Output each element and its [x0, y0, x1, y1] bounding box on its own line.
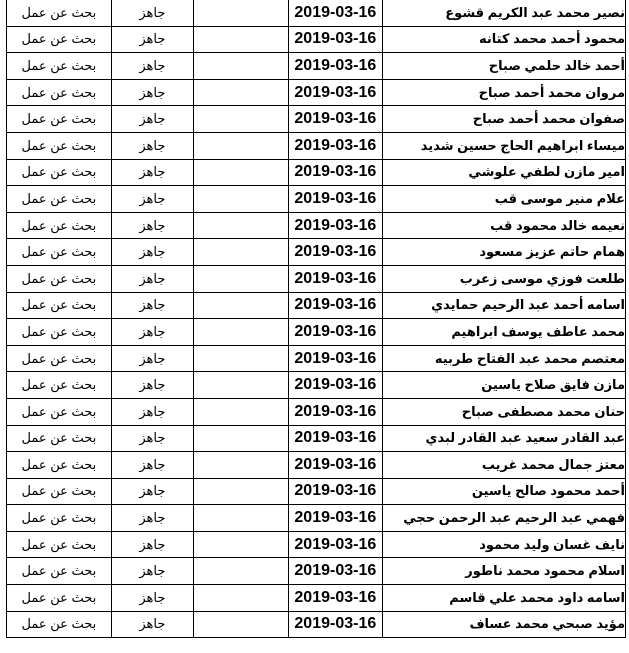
table-row — [7, 319, 626, 346]
status-cell: جاهز — [111, 319, 193, 346]
empty-cell — [194, 132, 289, 159]
empty-cell — [194, 319, 289, 346]
status-cell: جاهز — [111, 265, 193, 292]
note-cell: بحث عن عمل — [7, 132, 112, 159]
note-cell: بحث عن عمل — [7, 611, 112, 638]
note-cell: بحث عن عمل — [7, 452, 112, 479]
table-row — [7, 186, 626, 213]
table-row — [7, 558, 626, 585]
empty-cell — [194, 212, 289, 239]
status-cell: جاهز — [111, 372, 193, 399]
empty-cell — [194, 398, 289, 425]
empty-cell — [194, 531, 289, 558]
status-cell: جاهز — [111, 478, 193, 505]
status-cell: جاهز — [111, 0, 193, 26]
empty-cell — [194, 79, 289, 106]
empty-cell — [194, 345, 289, 372]
name-cell: مروان محمد أحمد صباح — [383, 79, 626, 106]
status-cell: جاهز — [111, 558, 193, 585]
empty-cell — [194, 186, 289, 213]
name-cell: صفوان محمد أحمد صباح — [383, 106, 626, 133]
name-cell: نصير محمد عبد الكريم قشوع — [383, 0, 626, 26]
name-cell: مؤيد صبحي محمد عساف — [383, 611, 626, 638]
table-row — [7, 132, 626, 159]
date-cell: 2019-03-16 — [288, 79, 383, 106]
note-cell: بحث عن عمل — [7, 505, 112, 532]
table-row — [7, 212, 626, 239]
empty-cell — [194, 159, 289, 186]
status-cell: جاهز — [111, 53, 193, 80]
note-cell: بحث عن عمل — [7, 159, 112, 186]
note-cell: بحث عن عمل — [7, 398, 112, 425]
note-cell: بحث عن عمل — [7, 558, 112, 585]
empty-cell — [194, 558, 289, 585]
status-cell: جاهز — [111, 452, 193, 479]
date-cell: 2019-03-16 — [288, 345, 383, 372]
table-row — [7, 478, 626, 505]
status-cell: جاهز — [111, 186, 193, 213]
table-row — [7, 345, 626, 372]
date-cell: 2019-03-16 — [288, 106, 383, 133]
status-cell: جاهز — [111, 292, 193, 319]
name-cell: طلعت فوزي موسى زعرب — [383, 265, 626, 292]
table-row — [7, 292, 626, 319]
status-cell: جاهز — [111, 239, 193, 266]
table-row — [7, 398, 626, 425]
status-cell: جاهز — [111, 79, 193, 106]
empty-cell — [194, 53, 289, 80]
name-cell: اسامه أحمد عبد الرحيم حمايدي — [383, 292, 626, 319]
date-cell: 2019-03-16 — [288, 53, 383, 80]
date-cell: 2019-03-16 — [288, 585, 383, 612]
status-cell: جاهز — [111, 106, 193, 133]
name-cell: عبد القادر سعيد عبد القادر لبدي — [383, 425, 626, 452]
date-cell: 2019-03-16 — [288, 265, 383, 292]
name-cell: معتز جمال محمد غريب — [383, 452, 626, 479]
status-cell: جاهز — [111, 132, 193, 159]
note-cell: بحث عن عمل — [7, 53, 112, 80]
status-cell: جاهز — [111, 425, 193, 452]
records-table — [6, 0, 626, 638]
name-cell: همام حاتم عزيز مسعود — [383, 239, 626, 266]
name-cell: نايف غسان وليد محمود — [383, 531, 626, 558]
table-row — [7, 585, 626, 612]
date-cell: 2019-03-16 — [288, 505, 383, 532]
empty-cell — [194, 239, 289, 266]
name-cell: أحمد محمود صالح ياسين — [383, 478, 626, 505]
note-cell: بحث عن عمل — [7, 212, 112, 239]
date-cell: 2019-03-16 — [288, 292, 383, 319]
name-cell: معتصم محمد عبد الفتاح طربيه — [383, 345, 626, 372]
empty-cell — [194, 26, 289, 53]
status-cell: جاهز — [111, 531, 193, 558]
table-row — [7, 0, 626, 26]
empty-cell — [194, 452, 289, 479]
date-cell: 2019-03-16 — [288, 452, 383, 479]
note-cell: بحث عن عمل — [7, 319, 112, 346]
table-row — [7, 531, 626, 558]
name-cell: فهمي عبد الرحيم عبد الرحمن حجي — [383, 505, 626, 532]
date-cell: 2019-03-16 — [288, 239, 383, 266]
date-cell: 2019-03-16 — [288, 319, 383, 346]
empty-cell — [194, 505, 289, 532]
records-table-body — [7, 0, 626, 638]
date-cell: 2019-03-16 — [288, 398, 383, 425]
note-cell: بحث عن عمل — [7, 79, 112, 106]
note-cell: بحث عن عمل — [7, 372, 112, 399]
status-cell: جاهز — [111, 26, 193, 53]
empty-cell — [194, 585, 289, 612]
empty-cell — [194, 265, 289, 292]
table-row — [7, 425, 626, 452]
date-cell: 2019-03-16 — [288, 132, 383, 159]
date-cell: 2019-03-16 — [288, 425, 383, 452]
date-cell: 2019-03-16 — [288, 186, 383, 213]
note-cell: بحث عن عمل — [7, 265, 112, 292]
note-cell: بحث عن عمل — [7, 239, 112, 266]
note-cell: بحث عن عمل — [7, 425, 112, 452]
empty-cell — [194, 372, 289, 399]
name-cell: علام منير موسى قب — [383, 186, 626, 213]
empty-cell — [194, 106, 289, 133]
date-cell: 2019-03-16 — [288, 26, 383, 53]
name-cell: اسلام محمود محمد ناطور — [383, 558, 626, 585]
table-row — [7, 452, 626, 479]
note-cell: بحث عن عمل — [7, 585, 112, 612]
note-cell: بحث عن عمل — [7, 106, 112, 133]
status-cell: جاهز — [111, 611, 193, 638]
note-cell: بحث عن عمل — [7, 478, 112, 505]
name-cell: محمد عاطف يوسف ابراهيم — [383, 319, 626, 346]
name-cell: حنان محمد مصطفى صباح — [383, 398, 626, 425]
name-cell: نعيمه خالد محمود قب — [383, 212, 626, 239]
date-cell: 2019-03-16 — [288, 0, 383, 26]
status-cell: جاهز — [111, 585, 193, 612]
status-cell: جاهز — [111, 345, 193, 372]
empty-cell — [194, 292, 289, 319]
date-cell: 2019-03-16 — [288, 212, 383, 239]
table-row — [7, 26, 626, 53]
empty-cell — [194, 0, 289, 26]
document-sheet — [6, 0, 626, 638]
empty-cell — [194, 425, 289, 452]
date-cell: 2019-03-16 — [288, 558, 383, 585]
date-cell: 2019-03-16 — [288, 159, 383, 186]
table-row — [7, 372, 626, 399]
date-cell: 2019-03-16 — [288, 478, 383, 505]
date-cell: 2019-03-16 — [288, 611, 383, 638]
name-cell: مازن فايق صلاح ياسين — [383, 372, 626, 399]
status-cell: جاهز — [111, 505, 193, 532]
date-cell: 2019-03-16 — [288, 372, 383, 399]
note-cell: بحث عن عمل — [7, 292, 112, 319]
status-cell: جاهز — [111, 159, 193, 186]
name-cell: اسامه داود محمد علي قاسم — [383, 585, 626, 612]
note-cell: بحث عن عمل — [7, 186, 112, 213]
status-cell: جاهز — [111, 398, 193, 425]
table-row — [7, 265, 626, 292]
note-cell: بحث عن عمل — [7, 531, 112, 558]
name-cell: أحمد خالد حلمي صباح — [383, 53, 626, 80]
name-cell: ميساء ابراهيم الحاج حسين شديد — [383, 132, 626, 159]
status-cell: جاهز — [111, 212, 193, 239]
table-row — [7, 611, 626, 638]
empty-cell — [194, 478, 289, 505]
empty-cell — [194, 611, 289, 638]
note-cell: بحث عن عمل — [7, 0, 112, 26]
table-row — [7, 239, 626, 266]
name-cell: امير مازن لطفي علوشي — [383, 159, 626, 186]
table-row — [7, 79, 626, 106]
note-cell: بحث عن عمل — [7, 26, 112, 53]
table-row — [7, 106, 626, 133]
note-cell: بحث عن عمل — [7, 345, 112, 372]
date-cell: 2019-03-16 — [288, 531, 383, 558]
table-row — [7, 53, 626, 80]
table-row — [7, 159, 626, 186]
table-row — [7, 505, 626, 532]
name-cell: محمود أحمد محمد كتانه — [383, 26, 626, 53]
